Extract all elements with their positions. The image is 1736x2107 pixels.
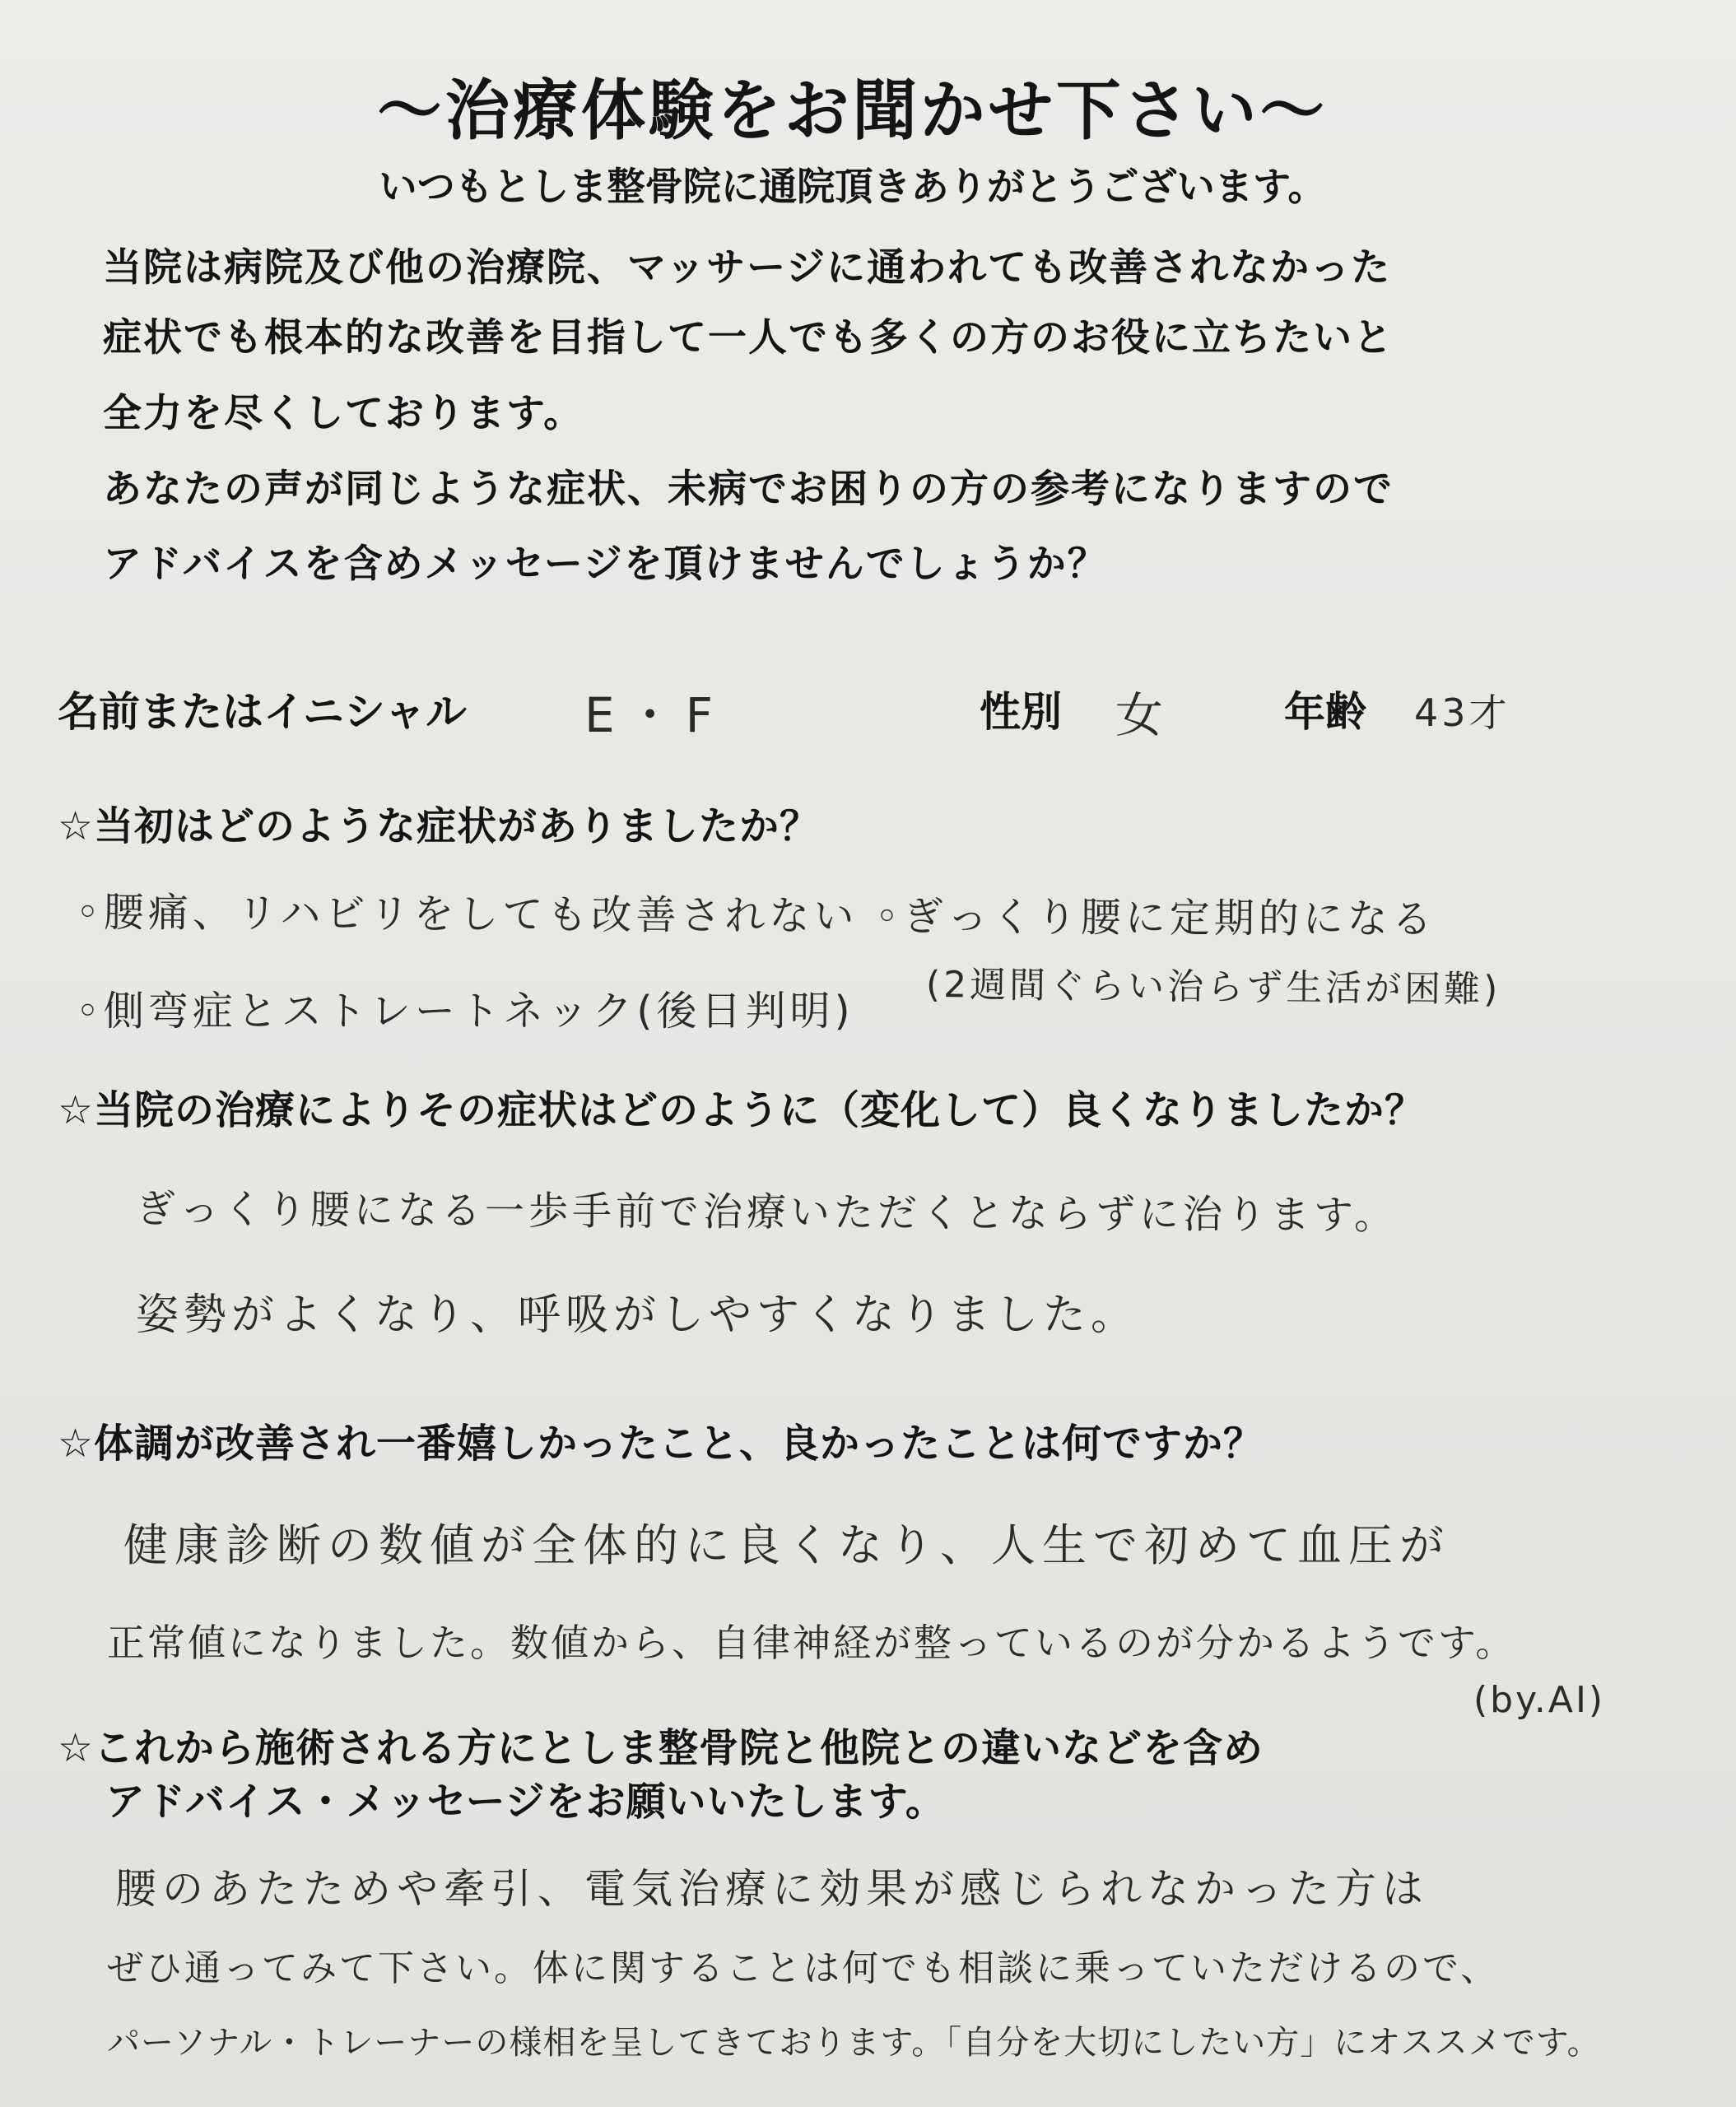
question-4-line-2: アドバイス・メッセージをお願いいたします。 xyxy=(105,1779,946,1825)
intro-line-2: 症状でも根本的な改善を目指して一人でも多くの方のお役に立ちたいと xyxy=(103,315,1394,360)
answer-4-line-1: 腰のあたためや牽引、電気治療に効果が感じられなかった方は xyxy=(115,1865,1429,1913)
name-value: E・F xyxy=(584,687,725,743)
gender-value: 女 xyxy=(1115,687,1169,743)
intro-line-3: 全力を尽くしております。 xyxy=(103,391,584,436)
answer-1-line-1: ◦腰痛、リハビリをしても改善されない ◦ぎっくり腰に定期的になる xyxy=(75,889,1437,943)
question-2: ☆当院の治療によりその症状はどのように（変化して）良くなりましたか？ xyxy=(58,1087,1426,1133)
question-1: ☆当初はどのような症状がありましたか？ xyxy=(58,803,821,849)
answer-4-line-2: ぜひ通ってみて下さい。体に関することは何でも相談に乗っていただけるので、 xyxy=(107,1947,1500,1989)
greeting-line: いつもとしま整骨院に通院頂きありがとうございます。 xyxy=(379,165,1326,210)
intro-line-4: あなたの声が同じような症状、未病でお困りの方の参考になりますので xyxy=(103,467,1394,512)
page-title: 〜治療体験をお聞かせ下さい〜 xyxy=(377,72,1328,149)
gender-label: 性別 xyxy=(980,688,1062,736)
age-label: 年齢 xyxy=(1284,688,1366,736)
question-4: ☆これから施術される方にとしま整骨院と他院との違いなどを含め xyxy=(58,1725,1264,1771)
answer-1-line-2: (2週間ぐらい治らず生活が困難) xyxy=(925,964,1501,1012)
name-label: 名前またはイニシャル xyxy=(58,688,467,736)
question-3: ☆体調が改善され一番嬉しかったこと、良かったことは何ですか？ xyxy=(58,1421,1264,1467)
intro-line-1: 当院は病院及び他の治療院、マッサージに通われても改善されなかった xyxy=(103,245,1392,291)
answer-2-line-2: 姿勢がよくなり、呼吸がしやすくなりました。 xyxy=(136,1291,1139,1340)
answer-3-ai-note: (by.AI) xyxy=(1473,1679,1606,1721)
answer-3-line-2: 正常値になりました。数値から、自律神経が整っているのが分かるようです。 xyxy=(107,1621,1516,1665)
answer-2-line-1: ぎっくり腰になる一歩手前で治療いただくとならずに治ります。 xyxy=(135,1186,1399,1240)
answer-4-line-3: パーソナル・トレーナーの様相を呈してきております。「自分を大切にしたい方」にオススメです。 xyxy=(107,2024,1601,2062)
age-value: 43才 xyxy=(1414,691,1510,735)
answer-1-line-3: ◦側弯症とストレートネック(後日判明) xyxy=(76,988,854,1035)
answer-3-line-1: 健康診断の数値が全体的に良くなり、人生で初めて血圧が xyxy=(123,1519,1450,1571)
intro-line-5: アドバイスを含めメッセージを頂けませんでしょうか？ xyxy=(103,542,1108,587)
